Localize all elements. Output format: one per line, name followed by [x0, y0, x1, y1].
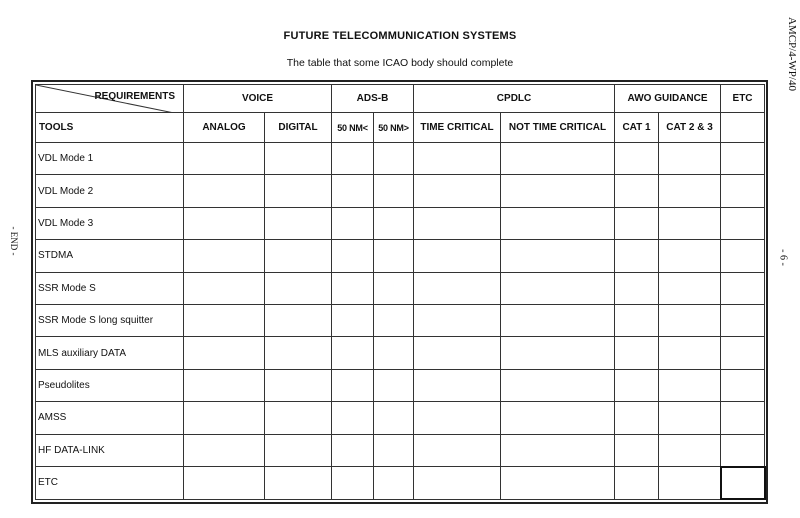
- table-cell: [615, 402, 659, 434]
- subheader-digital: DIGITAL: [265, 113, 332, 143]
- table-cell: [184, 207, 265, 239]
- requirements-table: [35, 84, 766, 500]
- table-cell: [374, 240, 414, 272]
- table-cell: [332, 175, 374, 207]
- table-cell: [501, 240, 615, 272]
- group-etc: ETC: [721, 85, 765, 113]
- table-cell: [659, 369, 721, 401]
- table-cell: [501, 272, 615, 304]
- table-cell: [615, 240, 659, 272]
- table-cell: [332, 337, 374, 369]
- subheader-50nm-less: 50 NM<: [332, 113, 374, 143]
- table-row: [36, 305, 765, 337]
- table-row: [36, 467, 765, 499]
- table-cell: [659, 207, 721, 239]
- table-cell: [265, 434, 332, 466]
- table-cell: [659, 305, 721, 337]
- table-cell: [414, 305, 501, 337]
- row-label: STDMA: [36, 240, 184, 272]
- table-cell: [414, 434, 501, 466]
- table-cell: [615, 207, 659, 239]
- table-cell: [721, 305, 765, 337]
- table-cell: [265, 143, 332, 175]
- document-reference: AMCP/4-WP/40: [786, 17, 798, 91]
- subheader-analog: ANALOG: [184, 113, 265, 143]
- table-cell: [501, 337, 615, 369]
- table-cell: [265, 467, 332, 499]
- table-cell: [721, 402, 765, 434]
- table-cell: [332, 240, 374, 272]
- subheader-cat23: CAT 2 & 3: [659, 113, 721, 143]
- table-cell: [414, 240, 501, 272]
- table-cell: [721, 434, 765, 466]
- table-cell: [374, 467, 414, 499]
- table-cell: [265, 240, 332, 272]
- group-ads-b: ADS-B: [332, 85, 414, 113]
- table-cell: [659, 467, 721, 499]
- table-cell: [721, 272, 765, 304]
- table-cell: [332, 434, 374, 466]
- table-cell: [414, 369, 501, 401]
- table-cell: [265, 207, 332, 239]
- table-cell: [659, 402, 721, 434]
- table-cell: [615, 272, 659, 304]
- table-cell: [414, 272, 501, 304]
- table-cell: [184, 434, 265, 466]
- table-body: [36, 143, 765, 500]
- table-cell: [332, 207, 374, 239]
- table-cell: [374, 305, 414, 337]
- table-cell: [184, 402, 265, 434]
- table-cell: [332, 369, 374, 401]
- table-cell: [501, 402, 615, 434]
- table-cell: [414, 175, 501, 207]
- table-cell: [332, 272, 374, 304]
- table-cell: [374, 402, 414, 434]
- row-label: SSR Mode S long squitter: [36, 305, 184, 337]
- table-cell: [265, 337, 332, 369]
- table-cell: [265, 272, 332, 304]
- table-cell: [501, 207, 615, 239]
- row-label: ETC: [36, 467, 184, 499]
- row-label: VDL Mode 1: [36, 143, 184, 175]
- table-cell: [332, 305, 374, 337]
- table-row: [36, 369, 765, 401]
- group-voice: VOICE: [184, 85, 332, 113]
- tools-label: TOOLS: [36, 113, 184, 143]
- table-row: [36, 207, 765, 239]
- table-cell: [501, 175, 615, 207]
- table-cell: [184, 272, 265, 304]
- table-cell: [184, 305, 265, 337]
- subheader-etc-empty: [721, 113, 765, 143]
- table-row: [36, 337, 765, 369]
- table-cell: [615, 175, 659, 207]
- table-cell: [184, 369, 265, 401]
- table-cell: [615, 434, 659, 466]
- table-cell: [721, 143, 765, 175]
- table-cell: [414, 207, 501, 239]
- table-cell: [615, 305, 659, 337]
- table-cell: [615, 369, 659, 401]
- table-cell: [501, 369, 615, 401]
- table-cell: [659, 272, 721, 304]
- row-label: SSR Mode S: [36, 272, 184, 304]
- table-cell: [265, 305, 332, 337]
- table-cell: [374, 369, 414, 401]
- table-cell: [374, 272, 414, 304]
- table-cell: [184, 337, 265, 369]
- table-cell: [184, 143, 265, 175]
- page-subtitle: The table that some ICAO body should complete: [286, 57, 514, 69]
- table-cell: [332, 467, 374, 499]
- table-row: [36, 143, 765, 175]
- table-cell: [721, 207, 765, 239]
- table-cell: [501, 434, 615, 466]
- table-cell: [414, 467, 501, 499]
- table-cell: [659, 337, 721, 369]
- subheader-50nm-greater: 50 NM>: [374, 113, 414, 143]
- group-cpdlc: CPDLC: [414, 85, 615, 113]
- table-cell: [374, 143, 414, 175]
- table-row: [36, 272, 765, 304]
- table-cell: [659, 175, 721, 207]
- table-cell: [659, 434, 721, 466]
- table-cell: [184, 175, 265, 207]
- table-cell: [414, 143, 501, 175]
- table-cell: [265, 175, 332, 207]
- table-row: [36, 434, 765, 466]
- table-cell: [615, 337, 659, 369]
- end-mark: - END -: [9, 226, 19, 256]
- table-cell: [659, 240, 721, 272]
- row-label: AMSS: [36, 402, 184, 434]
- table-cell: [374, 207, 414, 239]
- table-cell: [721, 175, 765, 207]
- table-cell: [414, 402, 501, 434]
- table-cell: [721, 240, 765, 272]
- table-cell-dark: [721, 467, 765, 499]
- table-cell: [184, 467, 265, 499]
- row-label: Pseudolites: [36, 369, 184, 401]
- table-cell: [332, 402, 374, 434]
- table-row: [36, 175, 765, 207]
- table-cell: [374, 175, 414, 207]
- table-cell: [265, 369, 332, 401]
- table-cell: [501, 467, 615, 499]
- page-number: - 6 -: [777, 249, 789, 266]
- table-cell: [615, 467, 659, 499]
- table-cell: [501, 305, 615, 337]
- table-cell: [374, 337, 414, 369]
- table-row: [36, 402, 765, 434]
- table-cell: [721, 337, 765, 369]
- subheader-cat1: CAT 1: [615, 113, 659, 143]
- subheader-time-critical: TIME CRITICAL: [414, 113, 501, 143]
- table-cell: [265, 402, 332, 434]
- table-cell: [414, 337, 501, 369]
- table-cell: [721, 369, 765, 401]
- corner-cell: [36, 85, 184, 113]
- row-label: MLS auxiliary DATA: [36, 337, 184, 369]
- page-title: FUTURE TELECOMMUNICATION SYSTEMS: [283, 30, 517, 42]
- row-label: HF DATA-LINK: [36, 434, 184, 466]
- table-cell: [332, 143, 374, 175]
- requirements-label: REQUIREMENTS: [94, 91, 175, 102]
- table-cell: [184, 240, 265, 272]
- group-awo-guidance: AWO GUIDANCE: [615, 85, 721, 113]
- header-row-groups: [36, 85, 765, 113]
- table-cell: [615, 143, 659, 175]
- table-row: [36, 240, 765, 272]
- table-cell: [501, 143, 615, 175]
- row-label: VDL Mode 3: [36, 207, 184, 239]
- header-row-subgroups: [36, 113, 765, 143]
- table-cell: [374, 434, 414, 466]
- subheader-not-time-critical: NOT TIME CRITICAL: [501, 113, 615, 143]
- row-label: VDL Mode 2: [36, 175, 184, 207]
- table-cell: [659, 143, 721, 175]
